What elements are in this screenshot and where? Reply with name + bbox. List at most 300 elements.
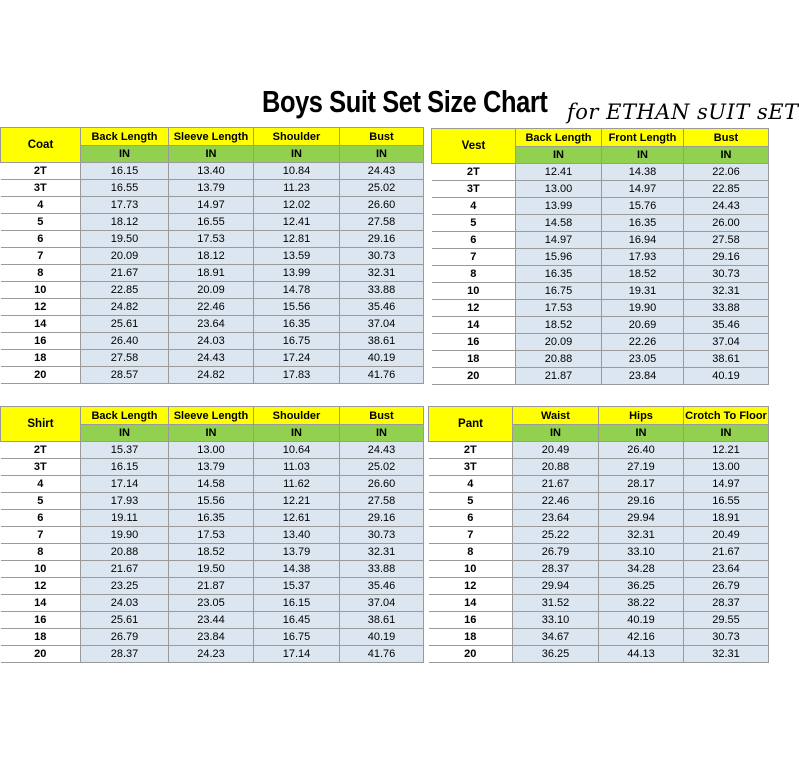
size-cell: 5	[429, 493, 513, 510]
measurement-cell: 42.16	[599, 629, 684, 646]
measurement-cell: 20.88	[513, 459, 599, 476]
table-row	[1, 282, 424, 299]
measurement-cell: 27.58	[81, 350, 169, 367]
measurement-cell: 24.43	[684, 198, 769, 215]
measurement-cell: 16.75	[516, 283, 602, 300]
size-cell: 7	[1, 527, 81, 544]
size-cell: 5	[1, 214, 81, 231]
garment-label: Pant	[429, 407, 513, 442]
size-cell: 7	[429, 527, 513, 544]
measurement-cell: 40.19	[340, 629, 424, 646]
table-row	[1, 231, 424, 248]
measurement-cell: 23.84	[602, 368, 684, 385]
measurement-cell: 13.59	[254, 248, 340, 265]
measurement-cell: 23.64	[513, 510, 599, 527]
unit-cell: IN	[684, 147, 769, 164]
size-cell: 16	[432, 334, 516, 351]
unit-cell: IN	[684, 425, 769, 442]
measurement-cell: 41.76	[340, 367, 424, 384]
measurement-cell: 19.50	[169, 561, 254, 578]
measurement-cell: 11.03	[254, 459, 340, 476]
measurement-cell: 13.00	[516, 181, 602, 198]
size-cell: 14	[1, 316, 81, 333]
measurement-cell: 40.19	[599, 612, 684, 629]
measurement-cell: 13.99	[516, 198, 602, 215]
size-cell: 16	[1, 612, 81, 629]
measurement-cell: 29.16	[599, 493, 684, 510]
header-row	[432, 129, 769, 147]
measurement-cell: 14.58	[516, 215, 602, 232]
unit-cell: IN	[169, 425, 254, 442]
measurement-cell: 20.69	[602, 317, 684, 334]
column-header: Bust	[684, 129, 769, 147]
measurement-cell: 13.00	[169, 442, 254, 459]
measurement-cell: 20.88	[516, 351, 602, 368]
measurement-cell: 20.09	[81, 248, 169, 265]
table-row	[1, 316, 424, 333]
measurement-cell: 25.61	[81, 316, 169, 333]
measurement-cell: 12.81	[254, 231, 340, 248]
measurement-cell: 29.16	[340, 231, 424, 248]
garment-label: Coat	[1, 128, 81, 163]
table-row	[429, 510, 769, 527]
measurement-cell: 19.11	[81, 510, 169, 527]
table-row	[1, 333, 424, 350]
table-row	[429, 527, 769, 544]
unit-cell: IN	[340, 146, 424, 163]
measurement-cell: 21.67	[684, 544, 769, 561]
column-header: Back Length	[516, 129, 602, 147]
unit-cell: IN	[516, 147, 602, 164]
table-row	[1, 180, 424, 197]
measurement-cell: 12.41	[254, 214, 340, 231]
measurement-cell: 16.35	[254, 316, 340, 333]
size-cell: 4	[1, 197, 81, 214]
measurement-cell: 17.24	[254, 350, 340, 367]
measurement-cell: 24.03	[81, 595, 169, 612]
measurement-cell: 24.03	[169, 333, 254, 350]
unit-cell: IN	[81, 425, 169, 442]
measurement-cell: 17.93	[602, 249, 684, 266]
size-cell: 4	[429, 476, 513, 493]
table-row	[429, 612, 769, 629]
measurement-cell: 30.73	[684, 629, 769, 646]
size-cell: 7	[1, 248, 81, 265]
measurement-cell: 10.64	[254, 442, 340, 459]
unit-cell: IN	[169, 146, 254, 163]
table-row	[1, 197, 424, 214]
page-subtitle: for ETHAN sUIT sET	[567, 100, 799, 124]
table-row	[429, 646, 769, 663]
column-header: Back Length	[81, 128, 169, 146]
unit-cell: IN	[513, 425, 599, 442]
measurement-cell: 14.97	[684, 476, 769, 493]
size-cell: 4	[1, 476, 81, 493]
measurement-cell: 22.46	[169, 299, 254, 316]
measurement-cell: 16.55	[81, 180, 169, 197]
measurement-cell: 28.37	[513, 561, 599, 578]
measurement-cell: 14.78	[254, 282, 340, 299]
measurement-cell: 35.46	[340, 578, 424, 595]
measurement-cell: 14.38	[254, 561, 340, 578]
measurement-cell: 21.67	[513, 476, 599, 493]
size-cell: 14	[432, 317, 516, 334]
table-row	[1, 578, 424, 595]
measurement-cell: 15.56	[254, 299, 340, 316]
measurement-cell: 19.90	[602, 300, 684, 317]
measurement-cell: 23.84	[169, 629, 254, 646]
table-row	[1, 367, 424, 384]
measurement-cell: 24.43	[340, 442, 424, 459]
table-row	[1, 629, 424, 646]
header-row	[1, 407, 424, 425]
table-row	[429, 493, 769, 510]
size-cell: 2T	[1, 442, 81, 459]
table-row	[432, 266, 769, 283]
size-cell: 18	[432, 351, 516, 368]
size-cell: 6	[1, 510, 81, 527]
size-cell: 10	[1, 561, 81, 578]
measurement-cell: 19.90	[81, 527, 169, 544]
measurement-cell: 16.15	[81, 163, 169, 180]
measurement-cell: 33.88	[684, 300, 769, 317]
table-row	[432, 164, 769, 181]
measurement-cell: 13.79	[169, 459, 254, 476]
size-cell: 20	[1, 646, 81, 663]
measurement-cell: 13.99	[254, 265, 340, 282]
measurement-cell: 17.93	[81, 493, 169, 510]
measurement-cell: 18.91	[684, 510, 769, 527]
measurement-cell: 34.28	[599, 561, 684, 578]
table-row	[432, 334, 769, 351]
size-cell: 16	[1, 333, 81, 350]
measurement-cell: 28.17	[599, 476, 684, 493]
measurement-cell: 18.52	[169, 544, 254, 561]
table-row	[1, 350, 424, 367]
size-cell: 8	[432, 266, 516, 283]
unit-cell: IN	[81, 146, 169, 163]
measurement-cell: 29.16	[684, 249, 769, 266]
table-row	[1, 595, 424, 612]
measurement-cell: 17.73	[81, 197, 169, 214]
column-header: Sleeve Length	[169, 407, 254, 425]
measurement-cell: 16.35	[169, 510, 254, 527]
unit-cell: IN	[254, 425, 340, 442]
table-row	[432, 283, 769, 300]
measurement-cell: 15.56	[169, 493, 254, 510]
size-cell: 14	[429, 595, 513, 612]
size-cell: 8	[1, 544, 81, 561]
measurement-cell: 19.31	[602, 283, 684, 300]
measurement-cell: 21.87	[169, 578, 254, 595]
pant-size-table	[428, 406, 769, 663]
measurement-cell: 18.12	[81, 214, 169, 231]
measurement-cell: 30.73	[340, 248, 424, 265]
measurement-cell: 22.26	[602, 334, 684, 351]
table-row	[1, 561, 424, 578]
measurement-cell: 23.05	[169, 595, 254, 612]
measurement-cell: 17.53	[169, 231, 254, 248]
measurement-cell: 26.79	[513, 544, 599, 561]
table-row	[1, 646, 424, 663]
header-row	[1, 128, 424, 146]
measurement-cell: 22.46	[513, 493, 599, 510]
table-row	[432, 368, 769, 385]
table-row	[1, 510, 424, 527]
measurement-cell: 33.10	[599, 544, 684, 561]
measurement-cell: 10.84	[254, 163, 340, 180]
size-cell: 2T	[1, 163, 81, 180]
measurement-cell: 16.35	[516, 266, 602, 283]
measurement-cell: 25.02	[340, 180, 424, 197]
table-row	[429, 476, 769, 493]
measurement-cell: 35.46	[684, 317, 769, 334]
measurement-cell: 40.19	[340, 350, 424, 367]
measurement-cell: 17.14	[81, 476, 169, 493]
measurement-cell: 14.97	[516, 232, 602, 249]
size-cell: 12	[429, 578, 513, 595]
measurement-cell: 25.61	[81, 612, 169, 629]
size-cell: 3T	[1, 180, 81, 197]
table-row	[432, 232, 769, 249]
measurement-cell: 26.60	[340, 476, 424, 493]
measurement-cell: 38.22	[599, 595, 684, 612]
measurement-cell: 13.79	[254, 544, 340, 561]
measurement-cell: 12.21	[254, 493, 340, 510]
size-cell: 6	[1, 231, 81, 248]
measurement-cell: 15.76	[602, 198, 684, 215]
measurement-cell: 29.55	[684, 612, 769, 629]
measurement-cell: 24.82	[81, 299, 169, 316]
measurement-cell: 33.10	[513, 612, 599, 629]
measurement-cell: 13.79	[169, 180, 254, 197]
unit-cell: IN	[599, 425, 684, 442]
table-row	[429, 595, 769, 612]
measurement-cell: 26.40	[599, 442, 684, 459]
size-cell: 2T	[429, 442, 513, 459]
measurement-cell: 23.64	[169, 316, 254, 333]
table-row	[432, 317, 769, 334]
table-row	[1, 265, 424, 282]
column-header: Sleeve Length	[169, 128, 254, 146]
measurement-cell: 29.16	[340, 510, 424, 527]
measurement-cell: 41.76	[340, 646, 424, 663]
measurement-cell: 16.15	[254, 595, 340, 612]
measurement-cell: 28.37	[81, 646, 169, 663]
size-cell: 3T	[429, 459, 513, 476]
measurement-cell: 32.31	[340, 544, 424, 561]
measurement-cell: 21.87	[516, 368, 602, 385]
size-cell: 6	[432, 232, 516, 249]
measurement-cell: 23.05	[602, 351, 684, 368]
size-cell: 10	[1, 282, 81, 299]
measurement-cell: 22.85	[684, 181, 769, 198]
size-cell: 8	[429, 544, 513, 561]
measurement-cell: 32.31	[684, 283, 769, 300]
measurement-cell: 19.50	[81, 231, 169, 248]
table-row	[1, 493, 424, 510]
table-row	[1, 476, 424, 493]
vest-size-table	[431, 128, 769, 385]
measurement-cell: 25.02	[340, 459, 424, 476]
table-row	[432, 181, 769, 198]
measurement-cell: 26.40	[81, 333, 169, 350]
table-row	[432, 215, 769, 232]
size-cell: 12	[1, 299, 81, 316]
measurement-cell: 16.35	[602, 215, 684, 232]
table-row	[432, 198, 769, 215]
measurement-cell: 18.12	[169, 248, 254, 265]
measurement-cell: 26.60	[340, 197, 424, 214]
measurement-cell: 37.04	[684, 334, 769, 351]
column-header: Crotch To Floor	[684, 407, 769, 425]
table-row	[429, 561, 769, 578]
measurement-cell: 30.73	[340, 527, 424, 544]
table-row	[429, 629, 769, 646]
measurement-cell: 26.79	[684, 578, 769, 595]
table-row	[1, 544, 424, 561]
measurement-cell: 24.82	[169, 367, 254, 384]
column-header: Shoulder	[254, 128, 340, 146]
measurement-cell: 12.41	[516, 164, 602, 181]
size-cell: 14	[1, 595, 81, 612]
measurement-cell: 16.94	[602, 232, 684, 249]
measurement-cell: 27.19	[599, 459, 684, 476]
size-cell: 12	[1, 578, 81, 595]
measurement-cell: 26.79	[81, 629, 169, 646]
measurement-cell: 29.94	[513, 578, 599, 595]
measurement-cell: 14.97	[602, 181, 684, 198]
table-row	[1, 459, 424, 476]
shirt-size-table	[0, 406, 424, 663]
measurement-cell: 11.62	[254, 476, 340, 493]
measurement-cell: 17.14	[254, 646, 340, 663]
garment-label: Vest	[432, 129, 516, 164]
measurement-cell: 23.25	[81, 578, 169, 595]
measurement-cell: 17.53	[516, 300, 602, 317]
measurement-cell: 23.64	[684, 561, 769, 578]
measurement-cell: 13.40	[169, 163, 254, 180]
measurement-cell: 22.06	[684, 164, 769, 181]
unit-cell: IN	[602, 147, 684, 164]
measurement-cell: 20.09	[516, 334, 602, 351]
table-row	[429, 578, 769, 595]
size-cell: 10	[429, 561, 513, 578]
measurement-cell: 28.37	[684, 595, 769, 612]
measurement-cell: 18.52	[602, 266, 684, 283]
page-title: Boys Suit Set Size Chart	[262, 84, 548, 119]
measurement-cell: 27.58	[340, 493, 424, 510]
measurement-cell: 15.37	[81, 442, 169, 459]
size-cell: 10	[432, 283, 516, 300]
measurement-cell: 24.23	[169, 646, 254, 663]
size-cell: 20	[1, 367, 81, 384]
size-cell: 12	[432, 300, 516, 317]
measurement-cell: 16.75	[254, 333, 340, 350]
measurement-cell: 31.52	[513, 595, 599, 612]
measurement-cell: 26.00	[684, 215, 769, 232]
measurement-cell: 27.58	[340, 214, 424, 231]
table-row	[432, 249, 769, 266]
measurement-cell: 24.43	[340, 163, 424, 180]
measurement-cell: 33.88	[340, 561, 424, 578]
table-row	[429, 459, 769, 476]
table-row	[1, 214, 424, 231]
size-cell: 18	[1, 629, 81, 646]
measurement-cell: 44.13	[599, 646, 684, 663]
column-header: Front Length	[602, 129, 684, 147]
coat-size-table	[0, 127, 424, 384]
unit-cell: IN	[254, 146, 340, 163]
measurement-cell: 36.25	[599, 578, 684, 595]
measurement-cell: 28.57	[81, 367, 169, 384]
measurement-cell: 20.88	[81, 544, 169, 561]
measurement-cell: 30.73	[684, 266, 769, 283]
measurement-cell: 32.31	[684, 646, 769, 663]
measurement-cell: 12.61	[254, 510, 340, 527]
size-cell: 16	[429, 612, 513, 629]
table-row	[432, 300, 769, 317]
header-row	[429, 407, 769, 425]
measurement-cell: 35.46	[340, 299, 424, 316]
table-row	[1, 612, 424, 629]
table-row	[1, 299, 424, 316]
measurement-cell: 22.85	[81, 282, 169, 299]
measurement-cell: 25.22	[513, 527, 599, 544]
size-cell: 2T	[432, 164, 516, 181]
size-cell: 7	[432, 249, 516, 266]
table-row	[429, 442, 769, 459]
column-header: Hips	[599, 407, 684, 425]
column-header: Back Length	[81, 407, 169, 425]
measurement-cell: 24.43	[169, 350, 254, 367]
measurement-cell: 12.02	[254, 197, 340, 214]
measurement-cell: 38.61	[340, 612, 424, 629]
measurement-cell: 13.00	[684, 459, 769, 476]
measurement-cell: 16.15	[81, 459, 169, 476]
measurement-cell: 16.75	[254, 629, 340, 646]
table-row	[1, 163, 424, 180]
measurement-cell: 17.53	[169, 527, 254, 544]
measurement-cell: 16.55	[169, 214, 254, 231]
measurement-cell: 38.61	[684, 351, 769, 368]
size-cell: 18	[429, 629, 513, 646]
table-row	[429, 544, 769, 561]
size-cell: 20	[429, 646, 513, 663]
measurement-cell: 21.67	[81, 265, 169, 282]
measurement-cell: 16.45	[254, 612, 340, 629]
size-cell: 18	[1, 350, 81, 367]
measurement-cell: 34.67	[513, 629, 599, 646]
measurement-cell: 37.04	[340, 316, 424, 333]
column-header: Waist	[513, 407, 599, 425]
measurement-cell: 23.44	[169, 612, 254, 629]
unit-cell: IN	[340, 425, 424, 442]
size-cell: 8	[1, 265, 81, 282]
measurement-cell: 14.97	[169, 197, 254, 214]
measurement-cell: 38.61	[340, 333, 424, 350]
size-cell: 5	[1, 493, 81, 510]
measurement-cell: 36.25	[513, 646, 599, 663]
measurement-cell: 20.49	[684, 527, 769, 544]
size-cell: 5	[432, 215, 516, 232]
measurement-cell: 27.58	[684, 232, 769, 249]
measurement-cell: 21.67	[81, 561, 169, 578]
measurement-cell: 12.21	[684, 442, 769, 459]
measurement-cell: 18.52	[516, 317, 602, 334]
size-cell: 20	[432, 368, 516, 385]
garment-label: Shirt	[1, 407, 81, 442]
